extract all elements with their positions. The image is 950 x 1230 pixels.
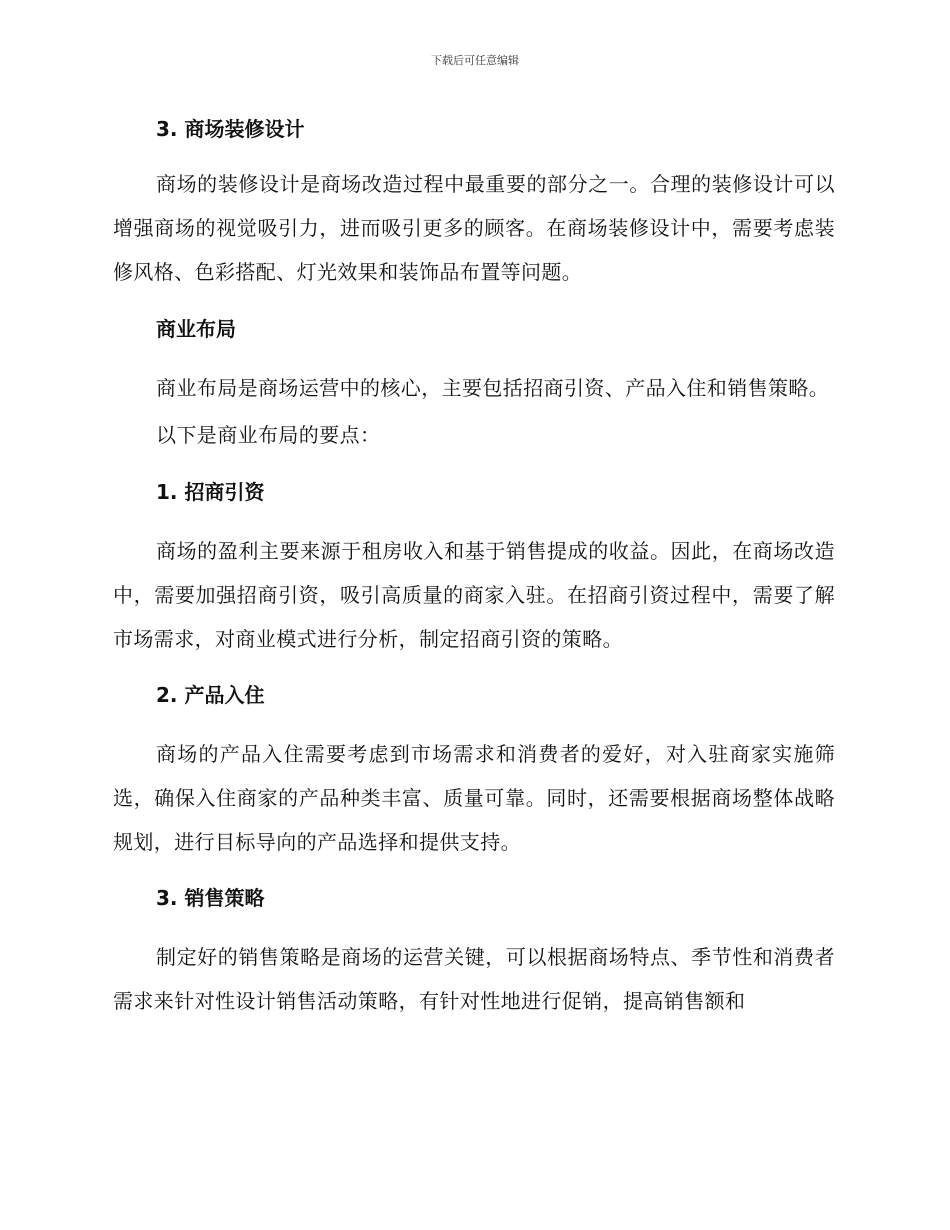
paragraph-business-layout: 商业布局是商场运营中的核心，主要包括招商引资、产品入住和销售策略。 — [156, 376, 830, 400]
section-heading-sales-strategy: 3. 销售策略 — [156, 886, 265, 910]
section-heading-investment: 1. 招商引资 — [156, 480, 265, 504]
section-heading-product-entry: 2. 产品入住 — [156, 683, 265, 707]
paragraph-decoration: 商场的装修设计是商场改造过程中最重要的部分之一。合理的装修设计可以增强商场的视觉吸引力，进而吸引更多的顾客。在商场装修设计中，需要考虑装修风格、色彩搭配、灯光效果和装饰品布置等问题。 — [113, 172, 835, 284]
document-body — [113, 110, 835, 1023]
paragraph-sales-strategy: 制定好的销售策略是商场的运营关键，可以根据商场特点、季节性和消费者需求来针对性设计销售活动策略，有针对性地进行促销，提高销售额和 — [113, 945, 835, 1013]
paragraph-investment: 商场的盈利主要来源于租房收入和基于销售提成的收益。因此，在商场改造中，需要加强招商引资，吸引高质量的商家入驻。在招商引资过程中，需要了解市场需求，对商业模式进行分析，制定招商引资的策略。 — [113, 539, 835, 651]
page-header: 下载后可任意编辑 — [431, 54, 519, 67]
section-heading-decoration: 3. 商场装修设计 — [156, 117, 305, 141]
paragraph-product-entry: 商场的产品入住需要考虑到市场需求和消费者的爱好，对入驻商家实施筛选，确保入住商家的产品种类丰富、质量可靠。同时，还需要根据商场整体战略规划，进行目标导向的产品选择和提供支持。 — [113, 742, 835, 854]
paragraph-key-points-intro: 以下是商业布局的要点： — [156, 423, 381, 447]
section-heading-business-layout: 商业布局 — [156, 317, 236, 341]
